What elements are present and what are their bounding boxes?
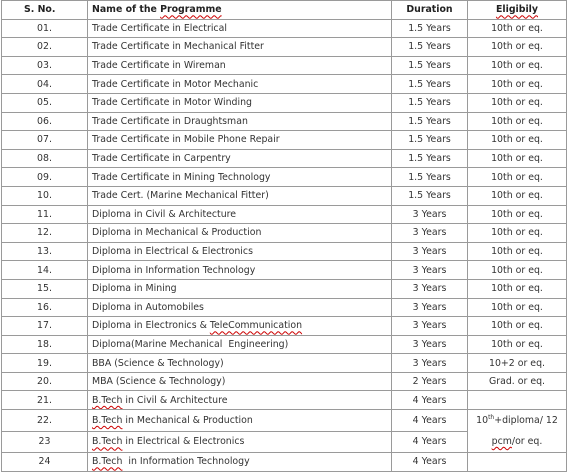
row-programme: BBA (Science & Technology) <box>88 354 392 373</box>
table-row <box>2 317 577 336</box>
row-duration: 3 Years <box>392 224 468 243</box>
row-extra <box>567 317 577 336</box>
row-programme-squiggle: TeleCommunication <box>209 320 303 332</box>
row-eligibility: 10th or eq. <box>468 38 567 57</box>
row-sno: 10. <box>2 186 88 205</box>
row-programme: Trade Cert. (Marine Mechanical Fitter) <box>88 186 392 205</box>
row-programme <box>88 410 392 432</box>
table-row <box>2 242 577 261</box>
row-sno: 21. <box>2 391 88 410</box>
row-eligibility: 10th or eq. <box>468 131 567 150</box>
row-programme-squiggle: B.Tech <box>92 414 123 426</box>
table-row <box>2 354 577 373</box>
table-row <box>2 410 577 432</box>
row-duration: 3 Years <box>392 261 468 280</box>
row-sno: 13. <box>2 242 88 261</box>
row-sno: 22. <box>2 410 88 432</box>
row-duration: 4 Years <box>392 391 468 410</box>
row-extra <box>567 131 577 150</box>
row-eligibility: 10th or eq. <box>468 317 567 336</box>
row-eligibility: 10th or eq. <box>468 19 567 38</box>
row-programme: Diploma in Electrical & Electronics <box>88 242 392 261</box>
row-programme: Diploma in Civil & Architecture <box>88 205 392 224</box>
table-row <box>2 205 577 224</box>
row-eligibility: 10th or eq. <box>468 205 567 224</box>
row-programme-rest: in Electrical & Electronics <box>122 436 245 448</box>
row-extra <box>567 56 577 75</box>
row-duration: 3 Years <box>392 279 468 298</box>
row-sno: 04. <box>2 75 88 94</box>
row-extra <box>567 224 577 243</box>
row-programme: Trade Certificate in Mobile Phone Repair <box>88 131 392 150</box>
row-duration: 1.5 Years <box>392 112 468 131</box>
header-eligibility <box>468 1 567 20</box>
row-programme: Trade Certificate in Mining Technology <box>88 168 392 187</box>
row-eligibility: 10+2 or eq. <box>468 354 567 373</box>
row-extra <box>567 75 577 94</box>
table-row <box>2 186 577 205</box>
btech-elig-suffix: /or eq. <box>511 436 543 448</box>
row-programme: MBA (Science & Technology) <box>88 372 392 391</box>
row-programme <box>88 453 392 472</box>
row-programme: Trade Certificate in Wireman <box>88 56 392 75</box>
row-sno: 23 <box>2 431 88 453</box>
row-eligibility: 10th or eq. <box>468 224 567 243</box>
row-duration: 3 Years <box>392 317 468 336</box>
row-duration: 3 Years <box>392 242 468 261</box>
table-row <box>2 298 577 317</box>
row-sno: 15. <box>2 279 88 298</box>
row-eligibility: 10th or eq. <box>468 335 567 354</box>
row-duration: 1.5 Years <box>392 75 468 94</box>
table-row <box>2 38 577 57</box>
header-sno: S. No. <box>2 1 88 20</box>
row-programme-squiggle: B.Tech <box>92 394 123 406</box>
row-extra <box>567 335 577 354</box>
row-sno: 12. <box>2 224 88 243</box>
row-programme: Diploma(Marine Mechanical Engineering) <box>88 335 392 354</box>
header-name-prefix: Name of the <box>92 4 161 16</box>
row-programme-prefix: Diploma in Electronics & <box>92 320 210 332</box>
table-row <box>2 453 577 472</box>
row-programme: Diploma in Information Technology <box>88 261 392 280</box>
row-sno: 17. <box>2 317 88 336</box>
btech-elig-prefix: 10 <box>476 415 489 427</box>
row-programme-rest: in Information Technology <box>122 456 250 468</box>
row-programme: Trade Certificate in Carpentry <box>88 149 392 168</box>
table-row <box>2 261 577 280</box>
row-programme-rest: in Mechanical & Production <box>122 414 253 426</box>
row-duration: 1.5 Years <box>392 131 468 150</box>
row-eligibility-empty <box>468 453 567 472</box>
table-row <box>2 19 577 38</box>
row-extra <box>567 261 577 280</box>
row-eligibility: 10th or eq. <box>468 242 567 261</box>
row-eligibility: 10th or eq. <box>468 279 567 298</box>
table-header-row <box>2 1 577 20</box>
row-programme: Diploma in Automobiles <box>88 298 392 317</box>
row-extra <box>567 298 577 317</box>
table-row <box>2 56 577 75</box>
header-duration: Duration <box>392 1 468 20</box>
row-eligibility: 10th or eq. <box>468 93 567 112</box>
table-row <box>2 112 577 131</box>
table-row <box>2 279 577 298</box>
row-sno: 06. <box>2 112 88 131</box>
row-sno: 02. <box>2 38 88 57</box>
row-sno: 07. <box>2 131 88 150</box>
row-extra <box>567 453 577 472</box>
row-extra <box>567 372 577 391</box>
btech-eligibility <box>468 410 567 453</box>
row-programme <box>88 431 392 453</box>
row-eligibility: 10th or eq. <box>468 112 567 131</box>
table-row <box>2 93 577 112</box>
row-extra <box>567 19 577 38</box>
row-extra <box>567 149 577 168</box>
row-sno: 18. <box>2 335 88 354</box>
table-row <box>2 391 577 410</box>
header-eligibility-label: Eligibily <box>495 4 538 16</box>
row-extra <box>567 431 577 453</box>
row-programme-rest: in Civil & Architecture <box>122 394 228 406</box>
header-extra-cell <box>567 1 577 20</box>
row-programme: Diploma in Mining <box>88 279 392 298</box>
row-sno: 19. <box>2 354 88 373</box>
row-duration: 3 Years <box>392 205 468 224</box>
row-programme-squiggle: B.Tech <box>92 436 123 448</box>
row-extra <box>567 168 577 187</box>
row-sno: 01. <box>2 19 88 38</box>
table-row <box>2 149 577 168</box>
table-row <box>2 335 577 354</box>
row-extra <box>567 93 577 112</box>
row-eligibility: 10th or eq. <box>468 56 567 75</box>
row-sno: 16. <box>2 298 88 317</box>
row-duration: 1.5 Years <box>392 56 468 75</box>
row-extra <box>567 279 577 298</box>
row-extra <box>567 205 577 224</box>
row-sno: 09. <box>2 168 88 187</box>
row-duration: 2 Years <box>392 372 468 391</box>
row-duration: 4 Years <box>392 453 468 472</box>
header-programme-name <box>88 1 392 20</box>
btech-elig-middle: +diploma/ 12 <box>494 415 558 427</box>
table-row <box>2 75 577 94</box>
row-eligibility: 10th or eq. <box>468 149 567 168</box>
programme-table <box>1 0 577 472</box>
row-sno: 08. <box>2 149 88 168</box>
row-programme <box>88 317 392 336</box>
row-duration: 4 Years <box>392 410 468 432</box>
row-duration: 3 Years <box>392 298 468 317</box>
row-extra <box>567 38 577 57</box>
row-sno: 03. <box>2 56 88 75</box>
row-sno: 05. <box>2 93 88 112</box>
row-eligibility: 10th or eq. <box>468 261 567 280</box>
row-extra <box>567 354 577 373</box>
row-sno: 14. <box>2 261 88 280</box>
row-programme: Trade Certificate in Motor Mechanic <box>88 75 392 94</box>
row-sno: 20. <box>2 372 88 391</box>
row-extra <box>567 410 577 432</box>
row-duration: 3 Years <box>392 354 468 373</box>
row-eligibility: 10th or eq. <box>468 186 567 205</box>
table-row <box>2 131 577 150</box>
table-row <box>2 168 577 187</box>
row-programme-squiggle: B.Tech <box>92 456 123 468</box>
row-sno: 24 <box>2 453 88 472</box>
btech-elig-sup: th <box>488 413 495 421</box>
row-duration: 1.5 Years <box>392 168 468 187</box>
row-extra <box>567 391 577 410</box>
row-eligibility: Grad. or eq. <box>468 372 567 391</box>
row-eligibility: 10th or eq. <box>468 75 567 94</box>
row-extra <box>567 242 577 261</box>
row-duration: 1.5 Years <box>392 149 468 168</box>
row-eligibility: 10th or eq. <box>468 168 567 187</box>
row-programme: Trade Certificate in Mechanical Fitter <box>88 38 392 57</box>
row-duration: 1.5 Years <box>392 19 468 38</box>
btech-elig-squiggle: pcm <box>491 436 512 448</box>
row-duration: 3 Years <box>392 335 468 354</box>
row-duration: 1.5 Years <box>392 186 468 205</box>
row-duration: 1.5 Years <box>392 93 468 112</box>
row-programme: Diploma in Mechanical & Production <box>88 224 392 243</box>
row-sno: 11. <box>2 205 88 224</box>
row-extra <box>567 112 577 131</box>
row-programme <box>88 391 392 410</box>
table-row <box>2 372 577 391</box>
header-name-squiggle: Programme <box>160 4 222 16</box>
row-duration: 4 Years <box>392 431 468 453</box>
table-row <box>2 224 577 243</box>
row-programme: Trade Certificate in Draughtsman <box>88 112 392 131</box>
row-duration: 1.5 Years <box>392 38 468 57</box>
table-body <box>2 19 577 471</box>
row-programme: Trade Certificate in Electrical <box>88 19 392 38</box>
row-programme: Trade Certificate in Motor Winding <box>88 93 392 112</box>
row-eligibility: 10th or eq. <box>468 298 567 317</box>
row-extra <box>567 186 577 205</box>
row-eligibility-empty <box>468 391 567 410</box>
